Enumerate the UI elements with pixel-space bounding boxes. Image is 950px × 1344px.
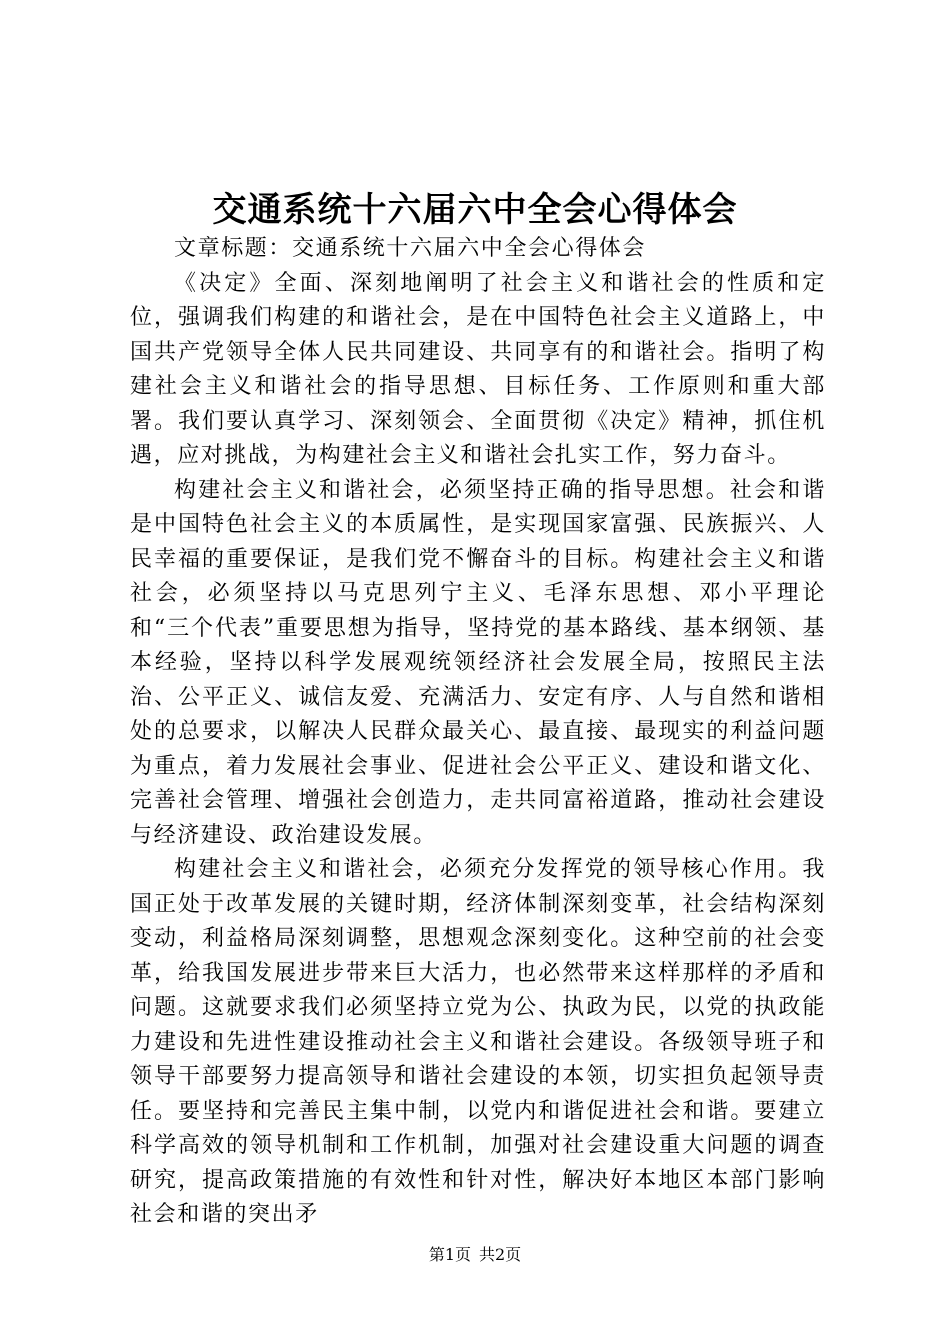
document-body [130, 232, 826, 1233]
page-footer [0, 1244, 950, 1266]
document-title: 交通系统十六届六中全会心得体会 [212, 190, 738, 230]
paragraph-2: 构建社会主义和谐社会，必须坚持正确的指导思想。社会和谐是中国特色社会主义的本质属性，是实现国家富强、民族振兴、人民幸福的重要保证，是我们党不懈奋斗的目标。构建社会主义和谐社会，必须坚持以马克思列宁主义、毛泽东思想、邓小平理论和“三个代表”重要思想为指导，坚持党的基本路线、基本纲领、基本经验，坚持以科学发展观统领经济社会发展全局，按照民主法治、公平正义、诚信友爱、充满活力、安定有序、人与自然和谐相处的总要求，以解决人民群众最关心、最直接、最现实的利益问题为重点，着力发展社会事业、促进社会公平正义、建设和谐文化、完善社会管理、增强社会创造力，走共同富裕道路，推动社会建设与经济建设、政治建设发展。 [130, 477, 826, 848]
page-number-total: 共2页 [479, 1245, 522, 1264]
paragraph-1: 《决定》全面、深刻地阐明了社会主义和谐社会的性质和定位，强调我们构建的和谐社会，是在中国特色社会主义道路上，中国共产党领导全体人民共同建设、共同享有的和谐社会。指明了构建社会主义和谐社会的指导思想、目标任务、工作原则和重大部署。我们要认真学习、深刻领会、全面贯彻《决定》精神，抓住机遇，应对挑战，为构建社会主义和谐社会扎实工作，努力奋斗。 [130, 270, 826, 468]
page-number-current: 第1页 [428, 1245, 471, 1264]
article-title-line: 文章标题：交通系统十六届六中全会心得体会 [174, 236, 647, 261]
paragraph-3: 构建社会主义和谐社会，必须充分发挥党的领导核心作用。我国正处于改革发展的关键时期，经济体制深刻变革，社会结构深刻变动，利益格局深刻调整，思想观念深刻变化。这种空前的社会变革，给我国发展进步带来巨大活力，也必然带来这样那样的矛盾和问题。这就要求我们必须坚持立党为公、执政为民，以党的执政能力建设和先进性建设推动社会主义和谐社会建设。各级领导班子和领导干部要努力提高领导和谐社会建设的本领，切实担负起领导责任。要坚持和完善民主集中制，以党内和谐促进社会和谐。要建立科学高效的领导机制和工作机制，加强对社会建设重大问题的调查研究，提高政策措施的有效性和针对性，解决好本地区本部门影响社会和谐的突出矛 [130, 857, 826, 1227]
